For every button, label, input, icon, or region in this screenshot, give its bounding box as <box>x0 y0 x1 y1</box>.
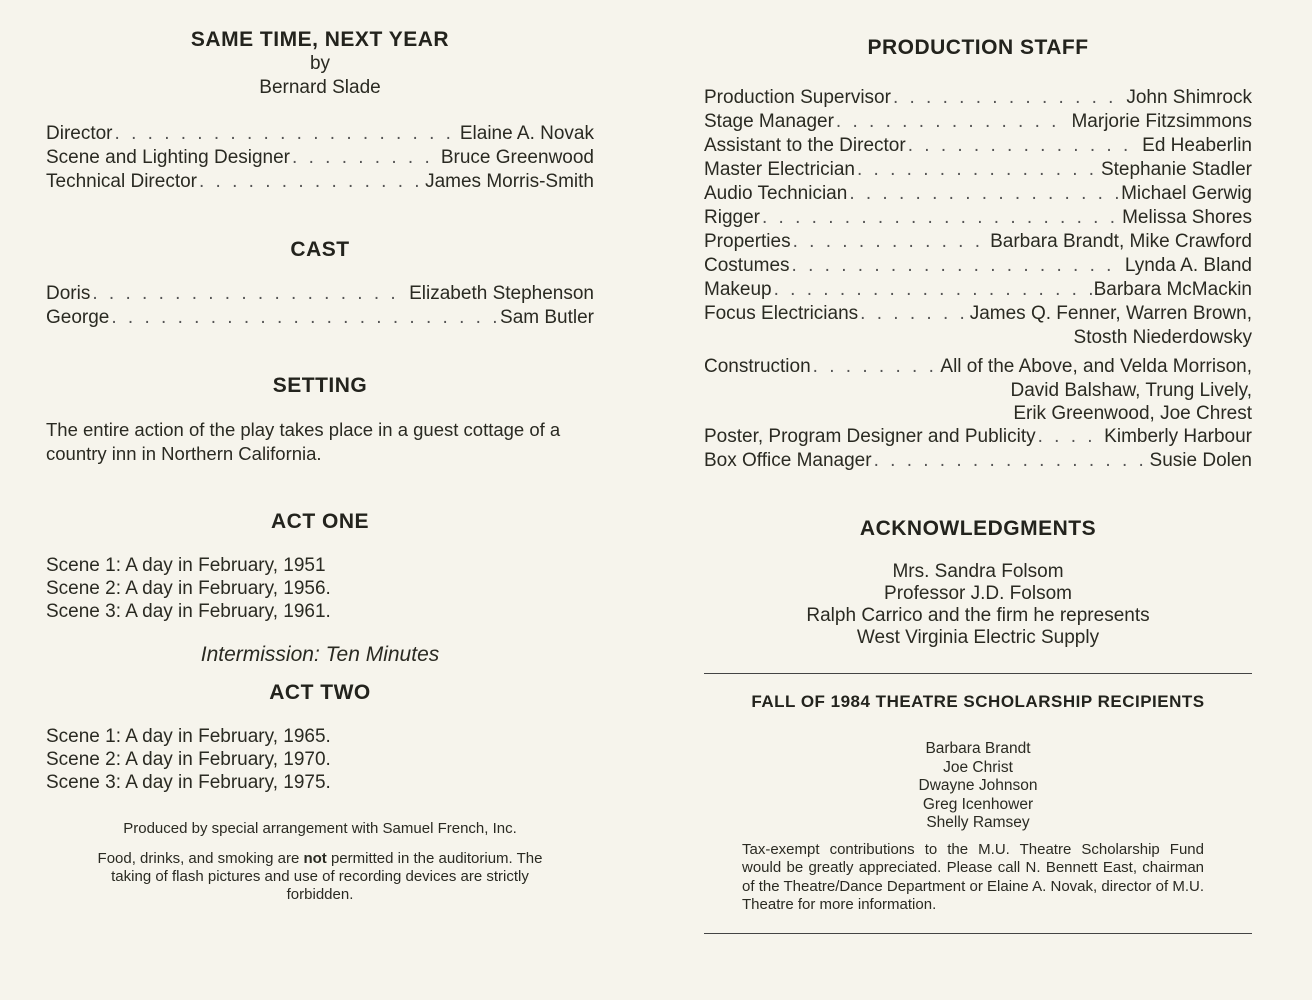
right-page <box>704 36 1252 934</box>
scene-line: Scene 1: A day in February, 1951 <box>46 555 326 576</box>
cast-name: Sam Butler <box>500 307 594 328</box>
staff-role: Rigger <box>704 207 760 228</box>
credit-role: Technical Director <box>46 171 197 192</box>
left-page <box>46 28 594 904</box>
acknowledgment-item: Ralph Carrico and the firm he represents <box>806 605 1150 626</box>
act-one-heading: ACT ONE <box>271 510 369 533</box>
scene-line: Scene 1: A day in February, 1965. <box>46 726 331 747</box>
staff-name-continued: Stosth Niederdowsky <box>1073 327 1252 348</box>
staff-name: James Q. Fenner, Warren Brown, <box>969 303 1252 324</box>
recipient-name: Joe Christ <box>943 758 1013 776</box>
food-note-bold: not <box>303 850 327 867</box>
acknowledgment-item: Mrs. Sandra Folsom <box>892 561 1064 582</box>
staff-name: Kimberly Harbour <box>1104 426 1252 447</box>
staff-row <box>704 355 1252 379</box>
staff-role: Audio Technician <box>704 183 848 204</box>
recipient-name: Dwayne Johnson <box>918 777 1038 794</box>
staff-role: Stage Manager <box>704 111 834 132</box>
staff-name-continued: David Balshaw, Trung Lively, <box>1010 380 1252 401</box>
setting-heading: SETTING <box>272 374 368 397</box>
credit-role: Director <box>46 123 113 144</box>
staff-row <box>704 278 1252 302</box>
staff-role: Production Supervisor <box>704 87 891 108</box>
scholarship-heading: FALL OF 1984 THEATRE SCHOLARSHIP RECIPIENTS <box>751 692 1205 711</box>
divider-bottom <box>704 933 1252 934</box>
staff-row <box>704 230 1252 254</box>
recipient-name: Shelly Ramsey <box>926 814 1030 831</box>
credit-role: Scene and Lighting Designer <box>46 147 291 168</box>
staff-name: Lynda A. Bland <box>1124 255 1252 276</box>
food-note-pre: Food, drinks, and smoking are <box>97 850 304 867</box>
staff-name: Stephanie Stadler <box>1100 159 1252 180</box>
credit-row <box>46 170 594 194</box>
staff-name: Michael Gerwig <box>1121 183 1252 204</box>
act-two-heading: ACT TWO <box>269 681 371 704</box>
act-one-scenes <box>46 554 594 623</box>
staff-row <box>704 182 1252 206</box>
scene-line: Scene 3: A day in February, 1961. <box>46 601 331 622</box>
staff-role: Costumes <box>704 255 790 276</box>
acknowledgment-item: Professor J.D. Folsom <box>884 583 1072 604</box>
play-title: SAME TIME, NEXT YEAR <box>190 28 450 51</box>
tax-exempt-note: Tax-exempt contributions to the M.U. Theatre Scholarship Fund would be greatly appreciated. Please call N. Bennett East, chairman of the Theatre/Dance Department or Elaine A. Novak, director of M.U. Theatre for more information. <box>742 840 1204 913</box>
recipient-name: Greg Icenhower <box>922 795 1034 813</box>
staff-name: Ed Heaberlin <box>1142 135 1252 156</box>
staff-row <box>704 134 1252 158</box>
cast-role: George <box>46 307 110 328</box>
staff-row <box>704 449 1252 473</box>
scene-line: Scene 2: A day in February, 1970. <box>46 749 331 770</box>
staff-row <box>704 86 1252 110</box>
staff-row <box>704 206 1252 230</box>
author-name: Bernard Slade <box>259 77 381 98</box>
cast-row <box>46 282 594 306</box>
staff-name: Barbara McMackin <box>1093 279 1252 300</box>
staff-row <box>704 302 1252 326</box>
staff-name: Marjorie Fitzsimmons <box>1071 111 1252 132</box>
staff-name: Susie Dolen <box>1149 450 1252 471</box>
food-note <box>46 850 594 904</box>
staff-role: Box Office Manager <box>704 450 872 471</box>
staff-role: Master Electrician <box>704 159 855 180</box>
staff-row <box>704 254 1252 278</box>
scene-line: Scene 3: A day in February, 1975. <box>46 772 331 793</box>
cast-list <box>46 282 594 330</box>
staff-row <box>704 425 1252 449</box>
staff-role: Focus Electricians <box>704 303 859 324</box>
staff-name-continued: Erik Greenwood, Joe Chrest <box>1013 403 1252 424</box>
acknowledgments-list <box>704 561 1252 649</box>
staff-role: Properties <box>704 231 791 252</box>
recipient-name: Barbara Brandt <box>925 740 1031 757</box>
credit-row <box>46 146 594 170</box>
staff-row <box>704 158 1252 182</box>
food-note-post: permitted in the auditorium. The taking of flash pictures and use of recording devices are strictly forbidden. <box>111 850 543 903</box>
scene-line: Scene 2: A day in February, 1956. <box>46 578 331 599</box>
credit-name: Elaine A. Novak <box>459 123 594 144</box>
staff-name: John Shimrock <box>1126 87 1252 108</box>
staff-role: Construction <box>704 356 811 377</box>
staff-list <box>704 86 1252 473</box>
acknowledgments-heading: ACKNOWLEDGMENTS <box>859 517 1097 540</box>
acknowledgment-item: West Virginia Electric Supply <box>856 627 1100 648</box>
setting-text: The entire action of the play takes place in a guest cottage of a country inn in Northern California. <box>46 419 561 464</box>
by-line: by <box>309 53 331 74</box>
credits-list <box>46 122 594 194</box>
scholarship-recipients <box>704 740 1252 833</box>
cast-role: Doris <box>46 283 91 304</box>
staff-role: Makeup <box>704 279 772 300</box>
staff-name: All of the Above, and Velda Morrison, <box>940 356 1252 377</box>
cast-name: Elizabeth Stephenson <box>409 283 594 304</box>
credit-name: Bruce Greenwood <box>440 147 594 168</box>
staff-role: Assistant to the Director <box>704 135 906 156</box>
staff-name: Barbara Brandt, Mike Crawford <box>990 231 1252 252</box>
intermission-note: Intermission: Ten Minutes <box>200 643 440 666</box>
credit-name: James Morris-Smith <box>425 171 594 192</box>
act-two-scenes <box>46 725 594 794</box>
cast-row <box>46 306 594 330</box>
cast-heading: CAST <box>290 238 350 261</box>
staff-name: Melissa Shores <box>1122 207 1252 228</box>
credit-row <box>46 122 594 146</box>
staff-role: Poster, Program Designer and Publicity <box>704 426 1036 447</box>
production-staff-heading: PRODUCTION STAFF <box>867 36 1089 59</box>
produced-by-note: Produced by special arrangement with Samuel French, Inc. <box>123 820 517 837</box>
staff-row <box>704 110 1252 134</box>
